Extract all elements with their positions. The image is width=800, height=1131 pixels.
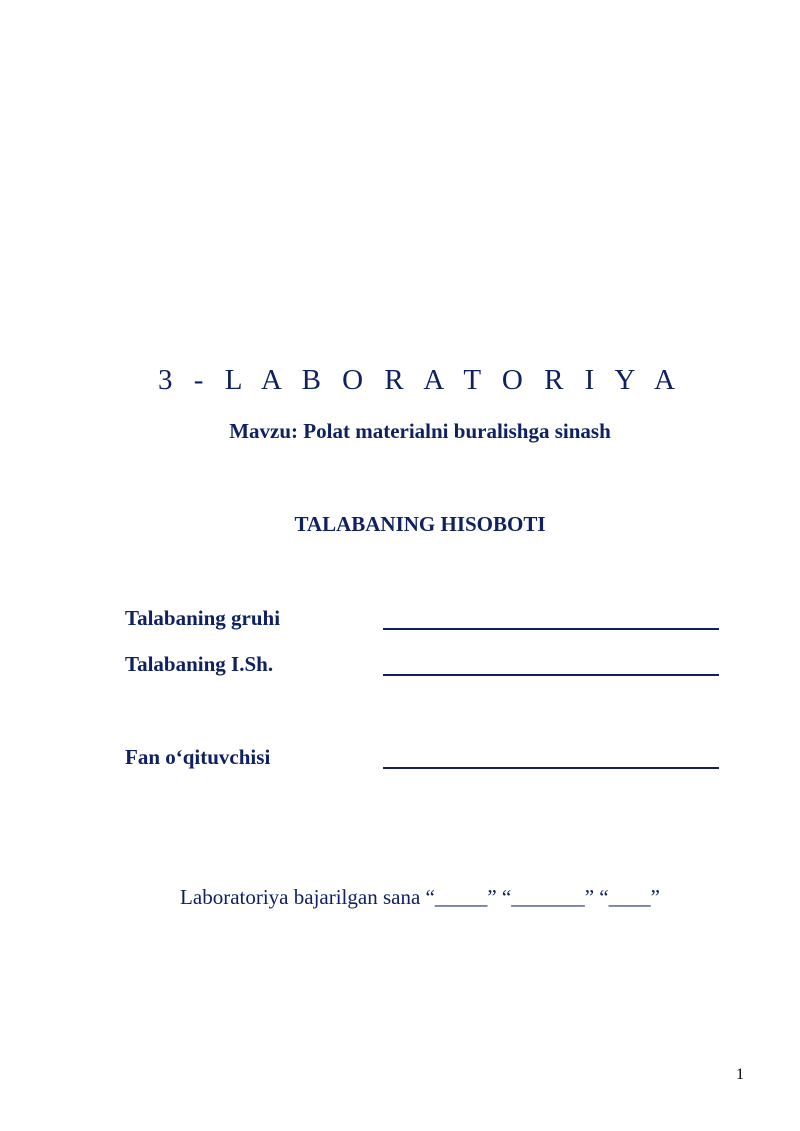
student-group-blank-line[interactable] [383, 628, 719, 630]
student-name-label: Talabaning I.Sh. [125, 652, 274, 676]
page-number: 1 [736, 1066, 744, 1083]
student-group-label: Talabaning gruhi [125, 606, 281, 630]
student-name-blank-line[interactable] [383, 674, 719, 676]
lab-topic: Mavzu: Polat materialni buralishga sinash [229, 419, 611, 443]
student-group-field [125, 604, 725, 634]
teacher-label: Fan o‘qituvchisi [125, 745, 271, 769]
teacher-blank-line[interactable] [383, 767, 719, 769]
report-heading: TALABANING HISOBOTI [294, 512, 546, 536]
lab-title: 3 - L A B O R A T O R I Y A [158, 364, 682, 396]
completion-date-line: Laboratoriya bajarilgan sana “_____” “_______” “____” [180, 885, 660, 909]
teacher-field [125, 743, 725, 773]
student-name-field [125, 650, 725, 680]
